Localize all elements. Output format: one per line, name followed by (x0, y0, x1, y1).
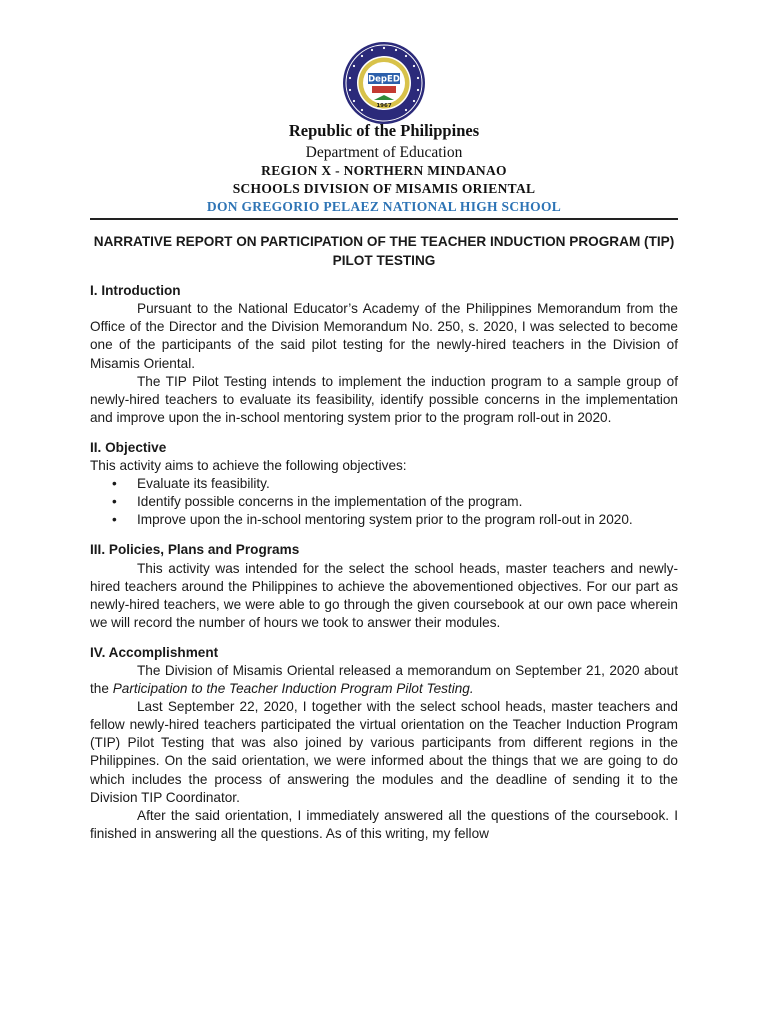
accomplishment-paragraph-3: After the said orientation, I immediately answered all the questions of the coursebook. I finished in answering all the questions. As of this writing, my fellow (90, 807, 678, 841)
objective-lead: This activity aims to achieve the following objectives: (90, 458, 407, 474)
school-seal-logo (341, 40, 427, 126)
accomplishment-paragraph-2: Last September 22, 2020, I together with the select school heads, master teachers and fellow newly-hired teachers participated the virtual orientation on the Teacher Induction Program (TIP) Pilot Testing that was also joined by various participants from different regions in the Philippines. On the said orientation, we were informed about the things that we are going to do which includes the process of answering the modules and the deadline of sending it to the Division TIP Coordinator. (90, 699, 678, 805)
objective-item: • Improve upon the in-school mentoring system prior to the program roll-out in 2020. (90, 511, 678, 529)
objective-item: • Identify possible concerns in the implementation of the program. (90, 493, 678, 511)
seal-deped-mark: DepED (368, 74, 400, 85)
seal-graphic (341, 40, 427, 126)
introduction-paragraph-2: The TIP Pilot Testing intends to implement the induction program to a sample group of newly-hired teachers to evaluate its feasibility, identify possible concerns in the implementation and improve upon the in-school mentoring system prior to the program roll-out in 2020. (90, 373, 678, 425)
header-division: SCHOOLS DIVISION OF MISAMIS ORIENTAL (232, 181, 536, 196)
seal-year: 1967 (376, 103, 392, 109)
report-title: NARRATIVE REPORT ON PARTICIPATION OF THE TEACHER INDUCTION PROGRAM (TIP) PILOT TESTING (93, 234, 675, 268)
header-region: REGION X - NORTHERN MINDANAO (261, 163, 507, 178)
accomplishment-paragraph-1: The Division of Misamis Oriental released a memorandum on September 21, 2020 about the Participation to the Teacher Induction Program Pilot Testing. (90, 662, 678, 697)
header-school-name: DON GREGORIO PELAEZ NATIONAL HIGH SCHOOL (206, 199, 562, 214)
report-body (90, 233, 678, 843)
memorandum-title-italic: Participation to the Teacher Induction Program Pilot Testing. (112, 681, 474, 697)
section-heading-introduction: I. Introduction (90, 283, 181, 299)
bullet-icon: • (112, 494, 117, 510)
section-heading-accomplishment: IV. Accomplishment (90, 644, 219, 660)
introduction-paragraph-1: Pursuant to the National Educator’s Academy of the Philippines Memorandum from the Office of the Director and the Division Memorandum No. 250, s. 2020, I was selected to become one of the participants of the said pilot testing for the newly-hired teachers in the Division of Misamis Oriental. (90, 301, 678, 371)
bullet-icon: • (112, 476, 117, 492)
objective-item: • Evaluate its feasibility. (90, 475, 678, 493)
bullet-icon: • (112, 512, 117, 528)
policies-paragraph-1: This activity was intended for the select the school heads, master teachers and newly-hired teachers around the Philippines to achieve the abovementioned objectives. For our part as newly-hired teachers, we were able to go through the given coursebook at our own pace wherein we will record the number of hours we took to answer their modules. (90, 560, 678, 630)
header-department: Department of Education (305, 144, 463, 161)
header-republic: Republic of the Philippines (288, 121, 480, 140)
objective-list (90, 475, 678, 529)
section-heading-objective: II. Objective (90, 439, 167, 455)
header-divider (90, 218, 678, 220)
section-heading-policies: III. Policies, Plans and Programs (90, 542, 300, 558)
